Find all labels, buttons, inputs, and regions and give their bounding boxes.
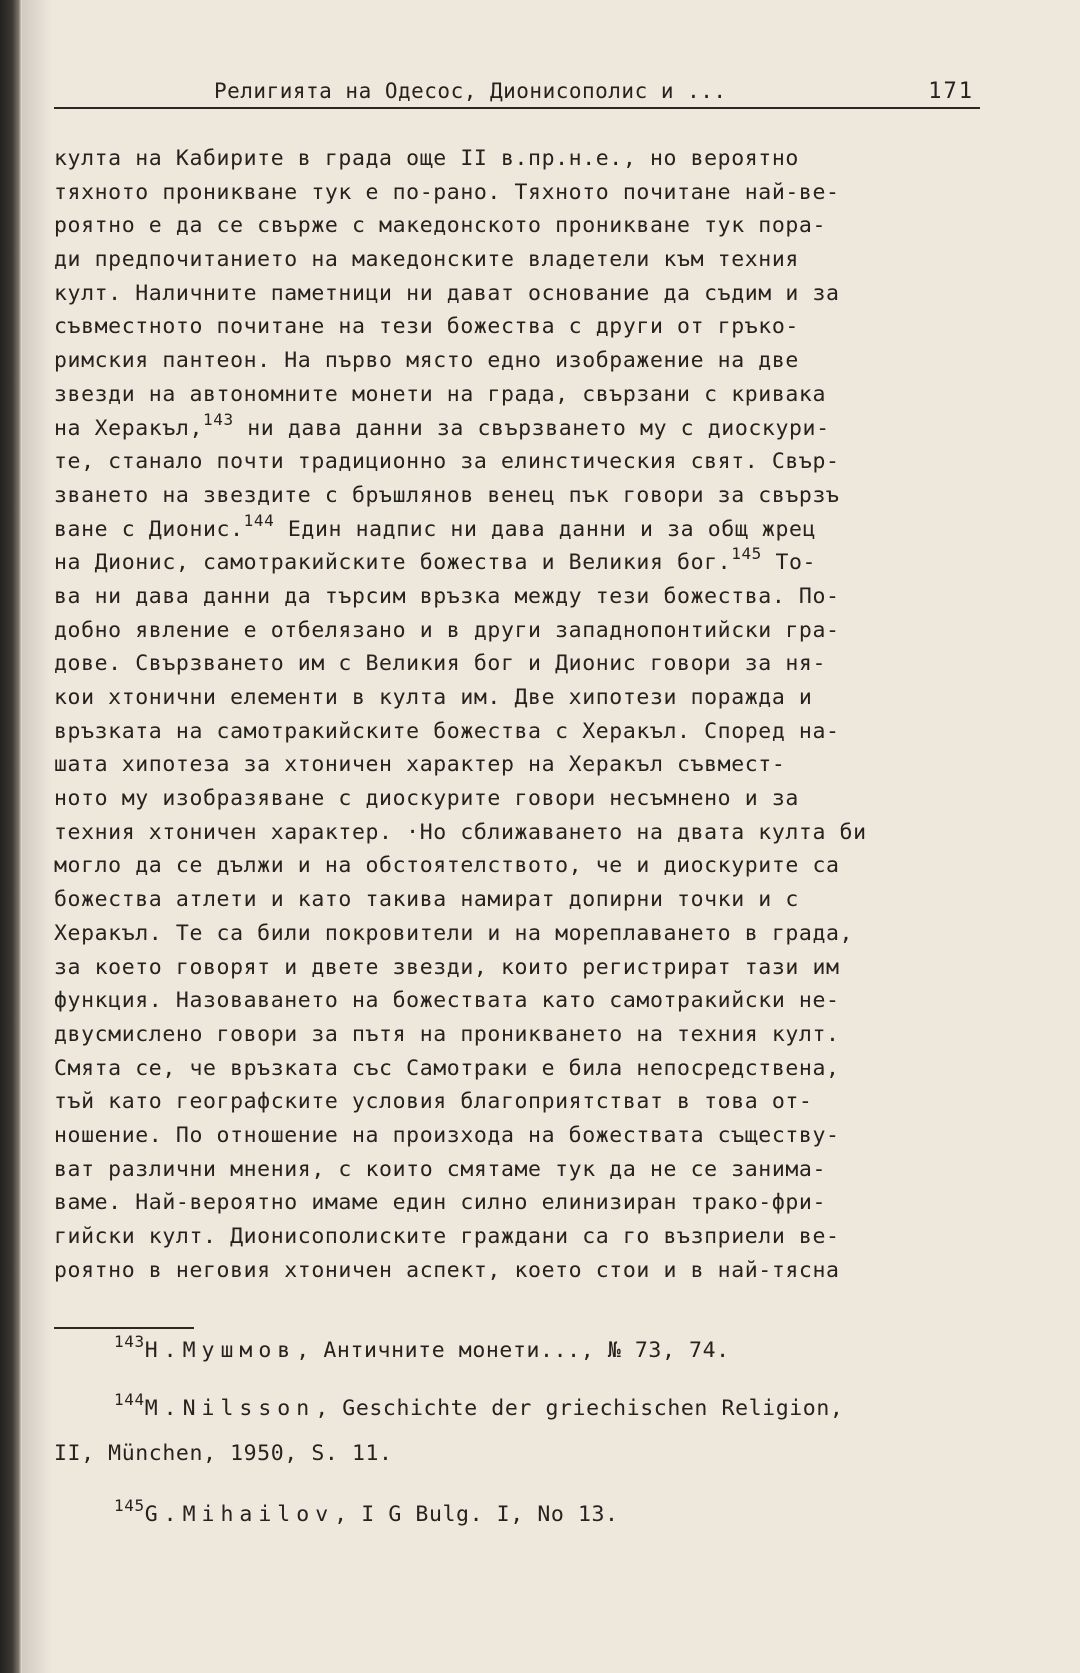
text-line [54, 1085, 994, 1119]
text-segment: ва ни дава данни да търсим връзка между тези божества. По- [54, 583, 840, 609]
footnote-text: , Geschichte der griechischen Religion, [315, 1396, 844, 1421]
text-segment: функция. Назоваването на божествата като самотракийски не- [54, 988, 840, 1014]
text-line [54, 782, 994, 816]
text-segment: гийски култ. Дионисополиските граждани са го възприели ве- [54, 1224, 840, 1249]
footnote-reference: 143 [203, 409, 234, 429]
text-line [54, 816, 994, 850]
page-number: 171 [928, 79, 974, 104]
text-segment: кои хтонични елементи в култа им. Две хипотези поражда и [54, 685, 813, 710]
text-line [54, 917, 994, 951]
text-line [54, 681, 994, 715]
text-line [54, 1018, 994, 1052]
text-segment: Един надпис ни дава данни и за общ жрец [274, 516, 817, 542]
running-header [54, 79, 980, 109]
text-segment: тяхното проникване тук е по-рано. Тяхното почитане най-ве- [54, 179, 840, 205]
footnote-separator [54, 1327, 194, 1329]
text-segment: роятно в неговия хтоничен аспект, което стои и в най-тясна [54, 1257, 840, 1283]
text-segment: на Дионис, самотракийските божества и Великия бог. [54, 550, 732, 576]
text-line [54, 479, 994, 513]
footnote-number: 145 [114, 1496, 145, 1515]
text-segment: зването на звездите с бръшлянов венец пък говори за свързъ [54, 482, 840, 508]
text-segment: техния хтоничен характер. ·Но сближаването на двата култа би [54, 819, 867, 845]
footnote-reference: 144 [243, 510, 275, 530]
body-text [54, 142, 994, 1287]
text-line [54, 1119, 994, 1153]
text-line [54, 715, 994, 749]
text-segment: дове. Свързването им с Великия бог и Дионис говори за ня- [54, 651, 827, 677]
text-segment: за което говорят и двете звезди, които регистрират тази им [54, 954, 840, 980]
text-line [54, 748, 994, 782]
book-spine-shadow [0, 0, 22, 1673]
footnote-number: 144 [114, 1390, 145, 1409]
text-line [54, 344, 994, 378]
text-segment: култ. Наличните паметници ни дават основание да съдим и за [54, 280, 840, 306]
text-segment: ваме. Най-вероятно имаме един силно елинизиран трако-фри- [54, 1190, 827, 1216]
text-line [54, 1220, 994, 1254]
text-segment: тъй като географските условия благоприятстват в това от- [54, 1089, 813, 1115]
text-line [54, 951, 994, 985]
footnote-author: M.Nilsson [144, 1396, 316, 1421]
text-segment: добно явление е отбелязано и в други западнопонтийски гра- [54, 617, 840, 643]
text-line [54, 984, 994, 1018]
text-line [54, 510, 994, 547]
text-segment: връзката на самотракийските божества с Херакъл. Според на- [54, 718, 840, 744]
text-segment: ване с Дионис. [54, 516, 244, 542]
text-segment: То- [761, 550, 817, 576]
text-segment: ношение. По отношение на произхода на божествата съществу- [54, 1122, 840, 1148]
text-line [54, 409, 994, 446]
text-segment: на Херакъл, [54, 415, 203, 441]
footnote-reference: 145 [731, 544, 762, 564]
footnote-145 [114, 1496, 619, 1527]
text-line [54, 378, 994, 412]
text-line [54, 580, 994, 614]
page-gutter-shadow [22, 0, 52, 1673]
running-title: Религията на Одесос, Дионисополис и ... [214, 79, 727, 103]
text-segment: Херакъл. Те са били покровители и на мореплаването в града, [54, 920, 854, 946]
footnote-text: , I G Bulg. I, No 13. [334, 1502, 619, 1527]
text-line [54, 142, 994, 176]
text-line [54, 1186, 994, 1220]
text-line [54, 1052, 994, 1086]
text-segment: римския пантеон. На първо място едно изображение на две [54, 348, 799, 374]
text-line [54, 243, 994, 277]
footnote-author: G.Mihailov [144, 1502, 335, 1527]
footnote-number: 143 [114, 1332, 145, 1351]
text-line [54, 176, 994, 210]
text-segment: могло да се дължи и на обстоятелството, че и диоскурите са [54, 853, 840, 879]
text-segment: божества атлети и като такива намират допирни точки и с [54, 887, 799, 913]
text-segment: Смята се, че връзката със Самотраки е била непосредствена, [54, 1055, 840, 1081]
text-line [54, 1254, 994, 1288]
text-segment: двусмислено говори за пътя на проникването на техния култ. [54, 1021, 840, 1047]
text-line [54, 209, 994, 243]
text-segment: ди предпочитанието на македонските владетели към техния [54, 247, 799, 273]
text-segment: шата хипотеза за хтоничен характер на Херакъл съвмест- [54, 752, 786, 778]
text-line [54, 546, 994, 580]
text-segment: съвместното почитане на тези божества с други от гръко- [54, 314, 799, 340]
text-segment: ни дава данни за свързването му с диоскури- [233, 415, 830, 441]
footnote-author: Н.Мушмов [144, 1338, 297, 1363]
text-segment: ват различни мнения, с които смятаме тук да не се занима- [54, 1156, 827, 1182]
text-line [54, 277, 994, 311]
footnote-text: , Античните монети..., № 73, 74. [296, 1338, 730, 1363]
text-line [54, 310, 994, 344]
footnote-143 [114, 1332, 730, 1363]
text-line [54, 883, 994, 917]
text-segment: те, станало почти традиционно за елинстическия свят. Свър- [54, 449, 840, 475]
text-segment: култа на Кабирите в града още II в.пр.н.е., но вероятно [54, 146, 799, 171]
footnote-144-continuation: II, München, 1950, S. 11. [54, 1441, 393, 1466]
text-segment: роятно е да се свърже с македонското проникване тук пора- [54, 213, 827, 239]
text-segment: звезди на автономните монети на града, свързани с кривака [54, 381, 827, 407]
footnote-144 [114, 1390, 844, 1421]
text-segment: ното му изобразяване с диоскурите говори несъмнено и за [54, 786, 799, 812]
text-line [54, 647, 994, 681]
text-line [54, 445, 994, 479]
text-line [54, 1153, 994, 1187]
text-line [54, 849, 994, 883]
text-line [54, 614, 994, 648]
